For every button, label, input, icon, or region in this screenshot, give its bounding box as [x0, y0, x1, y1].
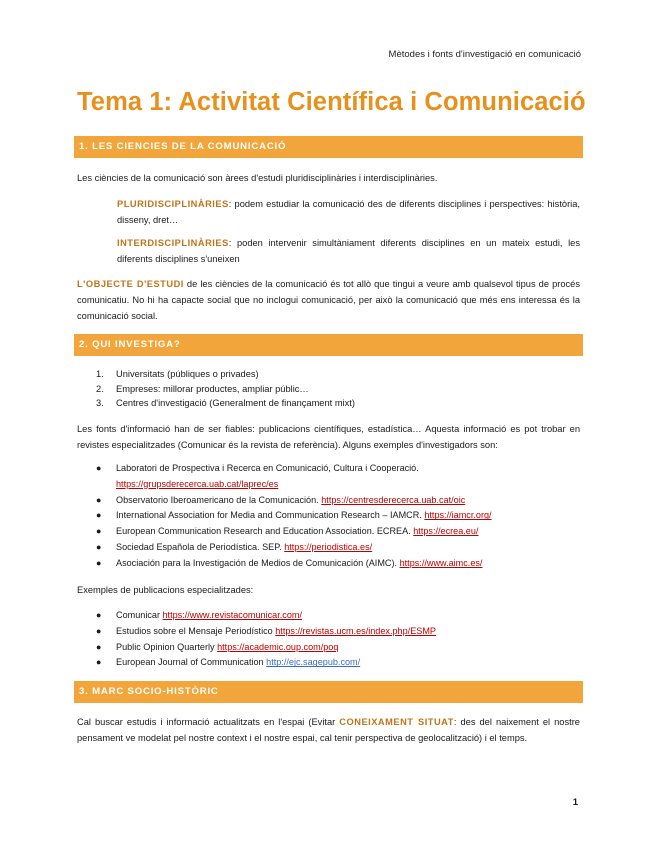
- researcher-link[interactable]: https://www.aimc.es/: [399, 557, 483, 568]
- list-item: ● Public Opinion Quarterly https://academic.oup.com/poq: [96, 640, 586, 656]
- pluri-text: : podem estudiar la comunicació des de diferents disciplines i perspectives: història, disseny, dret…: [117, 199, 580, 226]
- list-item: ● Observatorio Iberoamericano de la Comunicación. https://centresderecerca.uab.cat/oic: [96, 493, 586, 509]
- publication-link[interactable]: http://ejc.sagepub.com/: [266, 657, 361, 668]
- section1-intro: Les ciències de la comunicació son àrees d'estudi pluridisciplinàries i interdisciplinàries.: [77, 173, 438, 183]
- page-number: 1: [572, 797, 578, 808]
- publication-link[interactable]: https://www.revistacomunicar.com/: [162, 610, 302, 620]
- researcher-link[interactable]: https://iamcr.org/: [424, 510, 492, 521]
- publications-list: [96, 608, 586, 671]
- list-item: ● Laboratori de Prospectiva i Recerca en Comunicació, Cultura i Cooperació. https://grupsderecerca.uab.cat/laprec/es: [96, 463, 419, 489]
- list-item: ● Asociación para la Investigación de Medios de Comunicación (AIMC). https://www.aimc.es/: [96, 556, 586, 572]
- list-item: ● Estudios sobre el Mensaje Periodístico https://revistas.ucm.es/index.php/ESMP: [96, 624, 586, 640]
- bullet-icon: ●: [96, 541, 102, 552]
- list-item: ● European Communication Research and Education Association. ECREA. https://ecrea.eu/: [96, 524, 586, 540]
- list-item: ● Comunicar https://www.revistacomunicar.com/: [96, 608, 586, 624]
- researcher-link[interactable]: https://centresderecerca.uab.cat/oic: [321, 494, 466, 505]
- researcher-link[interactable]: https://grupsderecerca.uab.cat/laprec/es: [116, 478, 279, 489]
- socio-historic-paragraph: Cal buscar estudis i informació actualitzats en l'espai (Evitar CONEIXAMENT SITUAT: des del naixement el nostre pensament ve modelat pel nostre context i el nostre espai, cal tenir perspectiva de geolocalització) i el temps.: [77, 717, 580, 744]
- running-header: Mètodes i fonts d'investigació en comunicació: [388, 49, 581, 60]
- publication-link[interactable]: https://academic.oup.com/poq: [217, 641, 339, 652]
- list-item: 1. Universitats (públiques o privades): [96, 369, 259, 379]
- pluridisciplinary-paragraph: [117, 196, 580, 228]
- list-item: 2. Empreses: millorar productes, ampliar públic…: [96, 383, 309, 394]
- list-item: ● Sociedad Española de Periodística. SEP. https://periodistica.es/: [96, 540, 586, 556]
- sources-paragraph: Les fonts d'informació han de ser fiables: publicacions científiques, estadística… Aquesta informació es pot trobar en revistes especialitzades (Comunicar és la revista de referència). Alguns exemples d'investigadors son:: [77, 424, 580, 451]
- page-title: Tema 1: Activitat Científica i Comunicació: [77, 88, 586, 116]
- bullet-icon: ●: [96, 657, 102, 668]
- situated-knowledge-term: CONEIXAMENT SITUAT: [339, 717, 454, 727]
- who-list: [96, 367, 355, 411]
- researcher-link[interactable]: https://ecrea.eu/: [413, 526, 479, 537]
- study-object-paragraph: [77, 276, 580, 325]
- bullet-icon: ●: [96, 557, 102, 568]
- pluri-term: PLURIDISCIPLINÀRIES: [117, 199, 229, 209]
- bullet-icon: ●: [96, 641, 102, 652]
- bullet-icon: ●: [96, 526, 102, 537]
- section-heading-1: 1. LES CIENCIES DE LA COMUNICACIÓ: [74, 136, 583, 158]
- object-text: de les ciències de la comunicació és tot allò que tingui a veure amb qualsevol tipus de procés comunicatiu. No hi ha capacte social que no inclogui comunicació, per això la comunicació que més ens interessa és la comunicació social.: [77, 279, 580, 322]
- publication-link[interactable]: https://revistas.ucm.es/index.php/ESMP: [275, 625, 436, 636]
- bullet-icon: ●: [96, 510, 102, 521]
- list-item: 3. Centres d'investigació (Generalment de finançament mixt): [96, 398, 355, 409]
- interdisciplinary-paragraph: [117, 235, 580, 267]
- inter-text: : poden intervenir simultàniament diferents disciplines en un mateix estudi, les diferents disciplines s'uneixen: [117, 238, 580, 265]
- section-heading-3: 3. MARC SOCIO-HISTÒRIC: [74, 681, 583, 703]
- bullet-icon: ●: [96, 494, 102, 505]
- list-item: ● European Journal of Communication http://ejc.sagepub.com/: [96, 655, 586, 671]
- section-heading-2: 2. QUI INVESTIGA?: [74, 334, 583, 356]
- bullet-icon: ●: [96, 610, 102, 620]
- bullet-icon: ●: [96, 463, 102, 473]
- inter-term: INTERDISCIPLINÀRIES: [117, 238, 229, 248]
- list-item: ● International Association for Media and Communication Research – IAMCR. https://iamcr.org/: [96, 508, 586, 524]
- object-term: L'OBJECTE D'ESTUDI: [77, 279, 184, 289]
- publications-intro: Exemples de publicacions especialitzades:: [77, 585, 254, 595]
- researchers-list: [96, 461, 586, 572]
- bullet-icon: ●: [96, 625, 102, 636]
- researcher-link[interactable]: https://periodistica.es/: [284, 541, 373, 552]
